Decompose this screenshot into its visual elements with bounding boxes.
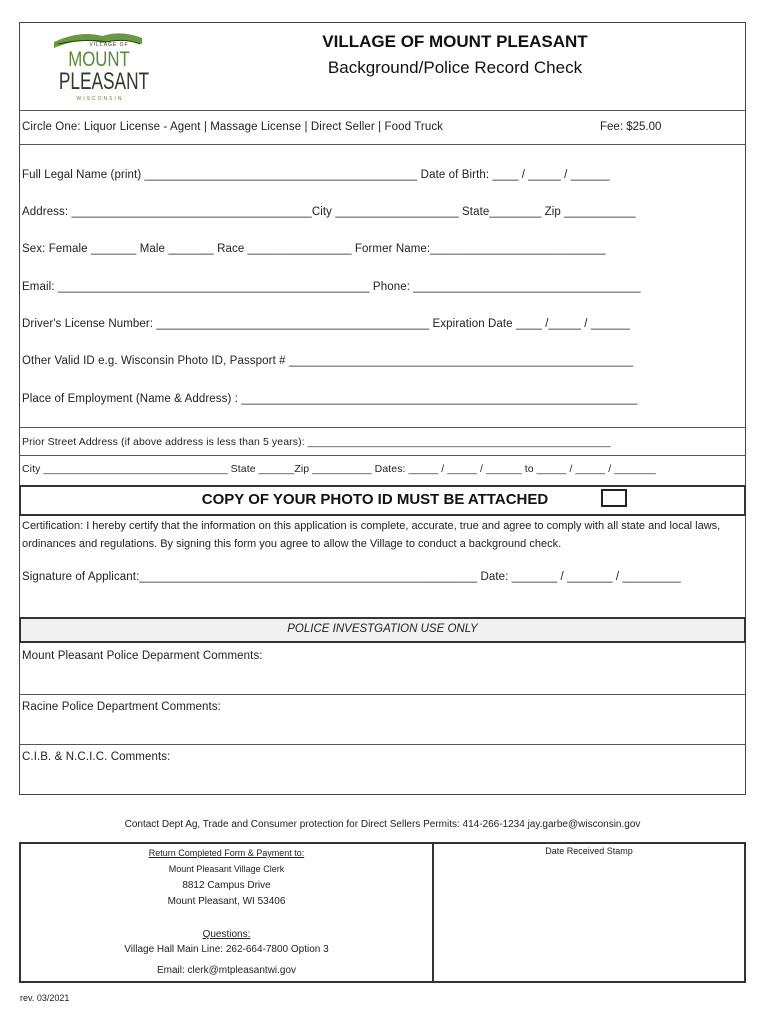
divider xyxy=(432,842,434,983)
contact-info: Contact Dept Ag, Trade and Consumer protection for Direct Sellers Permits: 414-266-1234 jay.garbe@wisconsin.gov xyxy=(124,819,641,830)
address-field[interactable]: Address: _____________________________________City ___________________ State________ Zip ___________ xyxy=(22,206,636,218)
mount-pleasant-comments-label: Mount Pleasant Police Deparment Comments: xyxy=(22,650,263,662)
return-street: 8812 Campus Drive xyxy=(182,880,271,891)
village-hall-phone: Village Hall Main Line: 262-664-7800 Option 3 xyxy=(124,944,329,955)
cib-ncic-comments-label: C.I.B. & N.C.I.C. Comments: xyxy=(22,751,171,763)
divider xyxy=(19,694,746,695)
prior-city-field[interactable]: City _______________________________ State ______Zip __________ Dates: _____ / _____ / ______ to _____ / _____ / _______ xyxy=(22,463,656,475)
return-heading: Return Completed Form & Payment to: xyxy=(148,848,305,858)
clerk-email: Email: clerk@mtpleasantwi.gov xyxy=(156,965,297,976)
sex-race-field[interactable]: Sex: Female _______ Male _______ Race ________________ Former Name:___________________________ xyxy=(22,243,606,255)
fee-label: Fee: $25.00 xyxy=(600,121,662,133)
page-title: VILLAGE OF MOUNT PLEASANT xyxy=(322,32,588,51)
other-id-field[interactable]: Other Valid ID e.g. Wisconsin Photo ID, Passport # _____________________________________________________ xyxy=(22,355,634,367)
logo xyxy=(50,28,150,104)
page-subtitle: Background/Police Record Check xyxy=(327,58,583,77)
divider xyxy=(19,144,746,145)
divider xyxy=(19,744,746,745)
certification-text: Certification: I hereby certify that the information on this application is complete, accurate, true and agree to comply with all state and local laws, ordinances and regulations. By signing this form you agree to allow the Village to conduct a background check. xyxy=(22,520,721,550)
return-city: Mount Pleasant, WI 53406 xyxy=(167,896,286,907)
revision-label: rev. 03/2021 xyxy=(20,993,70,1003)
logo-top-text: VILLAGE OF xyxy=(89,42,129,48)
logo-line2: PLEASANT xyxy=(58,68,150,95)
return-clerk: Mount Pleasant Village Clerk xyxy=(168,864,285,874)
photo-id-checkbox[interactable] xyxy=(601,489,627,507)
form-frame xyxy=(19,22,746,795)
drivers-license-field[interactable]: Driver's License Number: __________________________________________ Expiration Date ____ /_____ / ______ xyxy=(22,318,630,330)
date-received-stamp-label: Date Received Stamp xyxy=(545,846,633,856)
racine-comments-label: Racine Police Department Comments: xyxy=(22,701,221,713)
prior-address-field[interactable]: Prior Street Address (if above address is less than 5 years): ___________________________________________________ xyxy=(22,436,611,448)
license-type-options[interactable]: Circle One: Liquor License - Agent | Massage License | Direct Seller | Food Truck xyxy=(22,121,444,133)
divider xyxy=(19,427,746,428)
employment-field[interactable]: Place of Employment (Name & Address) : _____________________________________________________________ xyxy=(22,393,638,405)
divider xyxy=(19,455,746,456)
logo-bottom-text: WISCONSIN xyxy=(76,96,124,102)
questions-heading: Questions: xyxy=(202,929,251,940)
photo-id-label: COPY OF YOUR PHOTO ID MUST BE ATTACHED xyxy=(201,491,549,508)
email-phone-field[interactable]: Email: ________________________________________________ Phone: ___________________________________ xyxy=(22,281,641,293)
full-name-field[interactable]: Full Legal Name (print) __________________________________________ Date of Birth: ____ / _____ / ______ xyxy=(22,169,610,181)
signature-field[interactable]: Signature of Applicant:____________________________________________________ Date: _______ / _______ / _________ xyxy=(22,571,681,583)
logo-line1: MOUNT xyxy=(68,48,130,71)
divider xyxy=(19,110,746,111)
police-heading: POLICE INVESTGATION USE ONLY xyxy=(287,623,478,635)
